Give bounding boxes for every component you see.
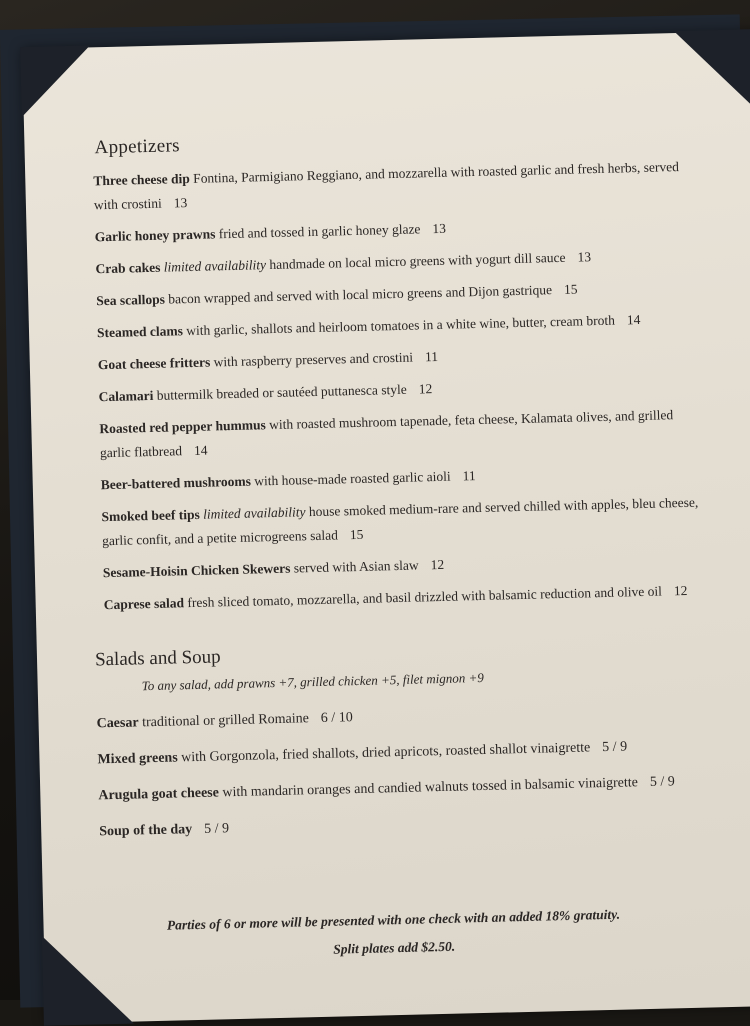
item-price: 15 — [563, 281, 578, 297]
item-price: 12 — [430, 556, 445, 573]
split-plate-note: Split plates add $2.50. — [333, 938, 456, 957]
menu-item — [86, 275, 696, 314]
item-price: 5 / 9 — [602, 739, 628, 756]
item-name: Calamari — [98, 387, 154, 405]
item-name: Goat cheese fritters — [97, 354, 211, 373]
item-price: 13 — [577, 249, 592, 265]
item-name: Crab cakes — [95, 259, 161, 277]
menu-item — [91, 459, 701, 498]
menu-footer — [63, 898, 724, 970]
menu-item — [96, 697, 706, 738]
item-name: Soup of the day — [99, 822, 193, 840]
appetizers-heading: Appetizers — [94, 135, 181, 159]
item-description: traditional or grilled Romaine — [141, 711, 310, 731]
menu-item — [85, 243, 695, 282]
menu-item — [91, 491, 702, 554]
item-name: Sesame-Hoisin Chicken Skewers — [102, 560, 291, 581]
item-description: Fontina, Parmigiano Reggiano, and mozzarella with roasted garlic and fresh herbs, served with crostini — [93, 159, 680, 213]
menu-item — [93, 547, 703, 586]
menu-page — [22, 31, 750, 1024]
menu-item — [97, 733, 707, 774]
folder-corner-top-right — [674, 29, 750, 121]
item-name: Three cheese dip — [93, 170, 191, 189]
salad-list — [96, 697, 709, 846]
item-description: with roasted mushroom tapenade, feta cheese, Kalamata olives, and grilled garlic flatbread — [99, 407, 674, 461]
item-name: Smoked beef tips — [101, 506, 200, 525]
salads-addon-note: To any salad, add prawns +7, grilled chicken +5, filet mignon +9 — [141, 669, 484, 694]
item-name: Garlic honey prawns — [94, 226, 216, 245]
salads-heading: Salads and Soup — [94, 646, 221, 671]
item-name: Mixed greens — [97, 750, 178, 768]
item-price: 12 — [673, 582, 688, 599]
folder-corner-top-left — [20, 45, 92, 117]
item-description: house smoked medium-rare and served chilled with apples, bleu cheese, garlic confit, and a petite microgreens salad — [101, 494, 699, 549]
item-price: 13 — [432, 220, 447, 237]
item-price: 12 — [418, 381, 433, 397]
item-description: handmade on local micro greens with yogurt dill sauce — [269, 249, 566, 273]
item-name: Sea scallops — [96, 291, 166, 309]
item-price: 13 — [173, 195, 188, 211]
item-name: Steamed clams — [96, 323, 184, 341]
item-description: fresh sliced tomato, mozzarella, and basil drizzled with balsamic reduction and olive oil — [187, 583, 663, 611]
menu-item — [98, 768, 708, 809]
item-description: with Gorgonzola, fried shallots, dried apricots, roasted shallot vinaigrette — [181, 740, 591, 766]
menu-item — [89, 403, 700, 466]
menu-content — [82, 123, 709, 856]
item-description: with raspberry preserves and crostini — [213, 349, 414, 370]
gratuity-note: Parties of 6 or more will be presented with one check with an added 18% gratuity. — [166, 906, 621, 933]
menu-item — [83, 155, 694, 218]
menu-item — [88, 371, 698, 410]
item-price: 6 / 10 — [320, 710, 353, 726]
item-description: with mandarin oranges and candied walnuts tossed in balsamic vinaigrette — [222, 775, 639, 801]
item-price: 14 — [626, 312, 641, 328]
menu-item — [87, 307, 697, 346]
item-name: Roasted red pepper hummus — [99, 417, 266, 437]
item-price: 11 — [462, 468, 476, 484]
item-description: with house-made roasted garlic aioli — [254, 468, 451, 489]
item-description: buttermilk breaded or sautéed puttanesca style — [156, 381, 407, 403]
item-name: Caesar — [96, 715, 139, 732]
item-description: bacon wrapped and served with local micro greens and Dijon gastrique — [168, 282, 553, 307]
item-availability-tag: limited availability — [202, 504, 306, 522]
item-description: served with Asian slaw — [293, 557, 419, 576]
menu-item — [84, 211, 694, 250]
menu-item — [99, 804, 709, 845]
item-name: Beer-battered mushrooms — [100, 473, 252, 493]
item-name: Arugula goat cheese — [98, 785, 220, 804]
item-name: Caprese salad — [103, 595, 185, 613]
item-price: 5 / 9 — [649, 774, 675, 790]
menu-item — [88, 339, 698, 378]
item-description: fried and tossed in garlic honey glaze — [218, 221, 421, 242]
item-description: with garlic, shallots and heirloom tomatoes in a white wine, butter, cream broth — [186, 312, 616, 339]
item-price: 5 / 9 — [204, 821, 230, 837]
appetizer-list — [83, 155, 704, 618]
menu-item — [93, 579, 703, 618]
item-price: 14 — [193, 442, 208, 458]
item-availability-tag: limited availability — [163, 257, 267, 275]
item-price: 15 — [349, 526, 364, 543]
item-price: 11 — [424, 348, 439, 365]
